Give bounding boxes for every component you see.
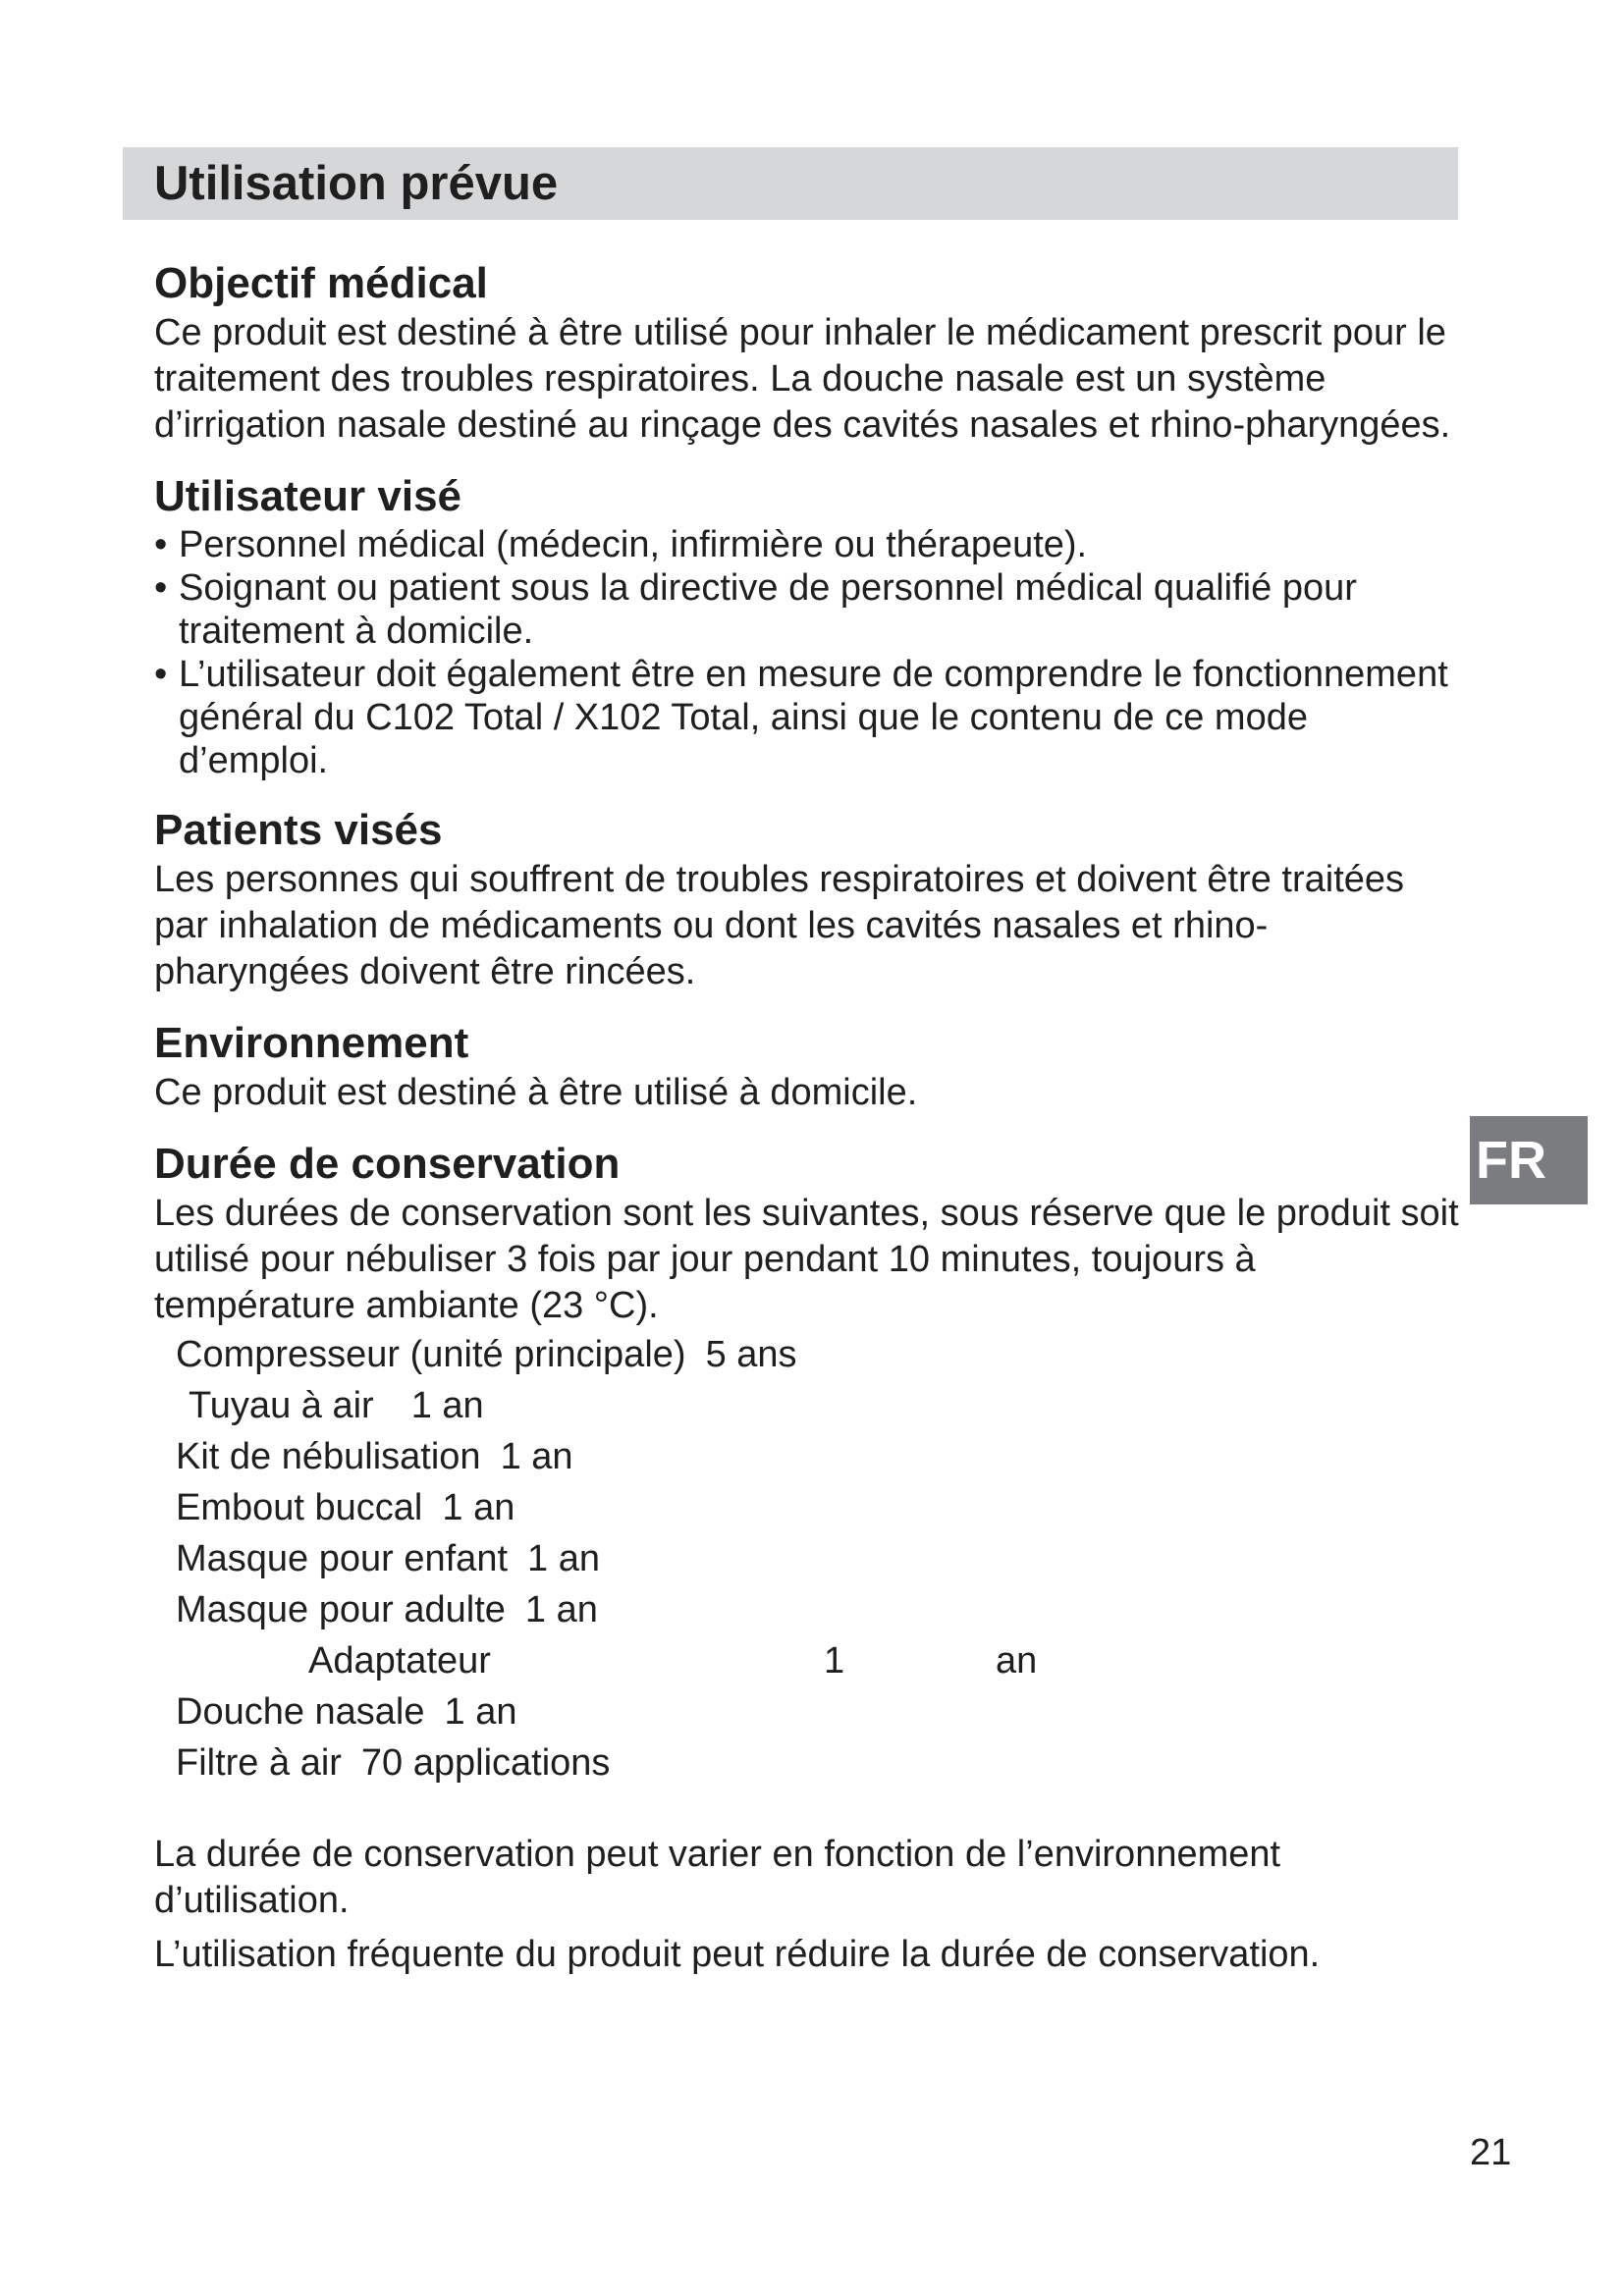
service-life-row — [154, 1380, 1460, 1431]
section-text: Les durées de conservation sont les suivantes, sous réserve que le produit soit utilisé pour nébuliser 3 fois par jour pendant 10 minutes, toujours à température ambiante (23 °C). — [154, 1193, 1459, 1326]
service-life-row — [154, 1533, 1460, 1584]
section-title: Patients visés — [154, 806, 443, 854]
service-life-row — [154, 1635, 1460, 1686]
component-name: Compresseur (unité principale) — [176, 1334, 686, 1375]
language-tab: FR — [1470, 1116, 1588, 1204]
note-text: L’utilisation fréquente du produit peut réduire la durée de conservation. — [154, 1934, 1321, 1975]
service-life-list — [154, 1329, 1460, 1789]
component-life-qty: 1 — [824, 1640, 845, 1682]
component-life: 1 an — [444, 1691, 517, 1733]
list-item: • Personnel médical (médecin, infirmière ou thérapeute). — [154, 523, 1460, 566]
component-life: 1 an — [410, 1385, 484, 1426]
component-life: 5 ans — [705, 1334, 797, 1375]
section-banner — [123, 147, 1458, 220]
component-name: Adaptateur — [308, 1640, 491, 1682]
section-text: Ce produit est destiné à être utilisé pour inhaler le médicament prescrit pour le traitement des troubles respiratoires. La douche nasale est un système d’irrigation nasale destiné au rinçage des cavités nasales et rhino-pharyngées. — [154, 312, 1451, 446]
service-life-row — [154, 1686, 1460, 1737]
section-title: Environnement — [154, 1019, 469, 1067]
bullet-list — [154, 523, 1460, 782]
service-life-row — [154, 1584, 1460, 1635]
component-name: Masque pour adulte — [176, 1589, 506, 1630]
service-life-row — [154, 1737, 1460, 1789]
section-medical-purpose — [154, 257, 1460, 449]
component-life: 1 an — [442, 1487, 515, 1528]
content — [154, 257, 1460, 1986]
section-title: Objectif médical — [154, 259, 488, 307]
component-name: Douche nasale — [176, 1691, 425, 1733]
section-title: Durée de conservation — [154, 1140, 621, 1188]
service-life-row — [154, 1431, 1460, 1482]
component-name: Tuyau à air — [189, 1385, 374, 1426]
section-title: Utilisateur visé — [154, 472, 462, 520]
component-name: Filtre à air — [176, 1742, 342, 1784]
section-intended-user — [154, 470, 1460, 782]
service-life-row — [154, 1482, 1460, 1533]
component-name: Kit de nébulisation — [176, 1436, 481, 1477]
section-text: Les personnes qui souffrent de troubles respiratoires et doivent être traitées par inhalation de médicaments ou dont les cavités nasales et rhino-pharyngées doivent être rincées. — [154, 859, 1405, 992]
note-text: La durée de conservation peut varier en fonction de l’environnement d’utilisation. — [154, 1834, 1281, 1921]
list-item: • Soignant ou patient sous la directive de personnel médical qualifié pour traitement à domicile. — [154, 566, 1460, 653]
section-environment — [154, 1017, 1460, 1116]
component-name: Embout buccal — [176, 1487, 423, 1528]
section-text: Ce produit est destiné à être utilisé à domicile. — [154, 1072, 918, 1113]
component-life: 1 an — [524, 1589, 598, 1630]
list-item: • L’utilisateur doit également être en mesure de comprendre le fonctionnement général du C102 Total / X102 Total, ainsi que le contenu de ce mode d’emploi. — [154, 653, 1460, 782]
component-life: 70 applications — [360, 1742, 611, 1784]
component-name: Masque pour enfant — [176, 1538, 509, 1579]
component-life: 1 an — [500, 1436, 573, 1477]
section-intended-patients — [154, 804, 1460, 995]
component-life-unit: an — [996, 1640, 1038, 1682]
page-number: 21 — [1470, 2132, 1512, 2173]
component-life: 1 an — [527, 1538, 600, 1579]
page-title: Utilisation prévue — [154, 157, 559, 210]
section-service-life — [154, 1138, 1460, 1978]
service-life-row — [154, 1329, 1460, 1380]
closing-notes — [154, 1832, 1460, 1978]
